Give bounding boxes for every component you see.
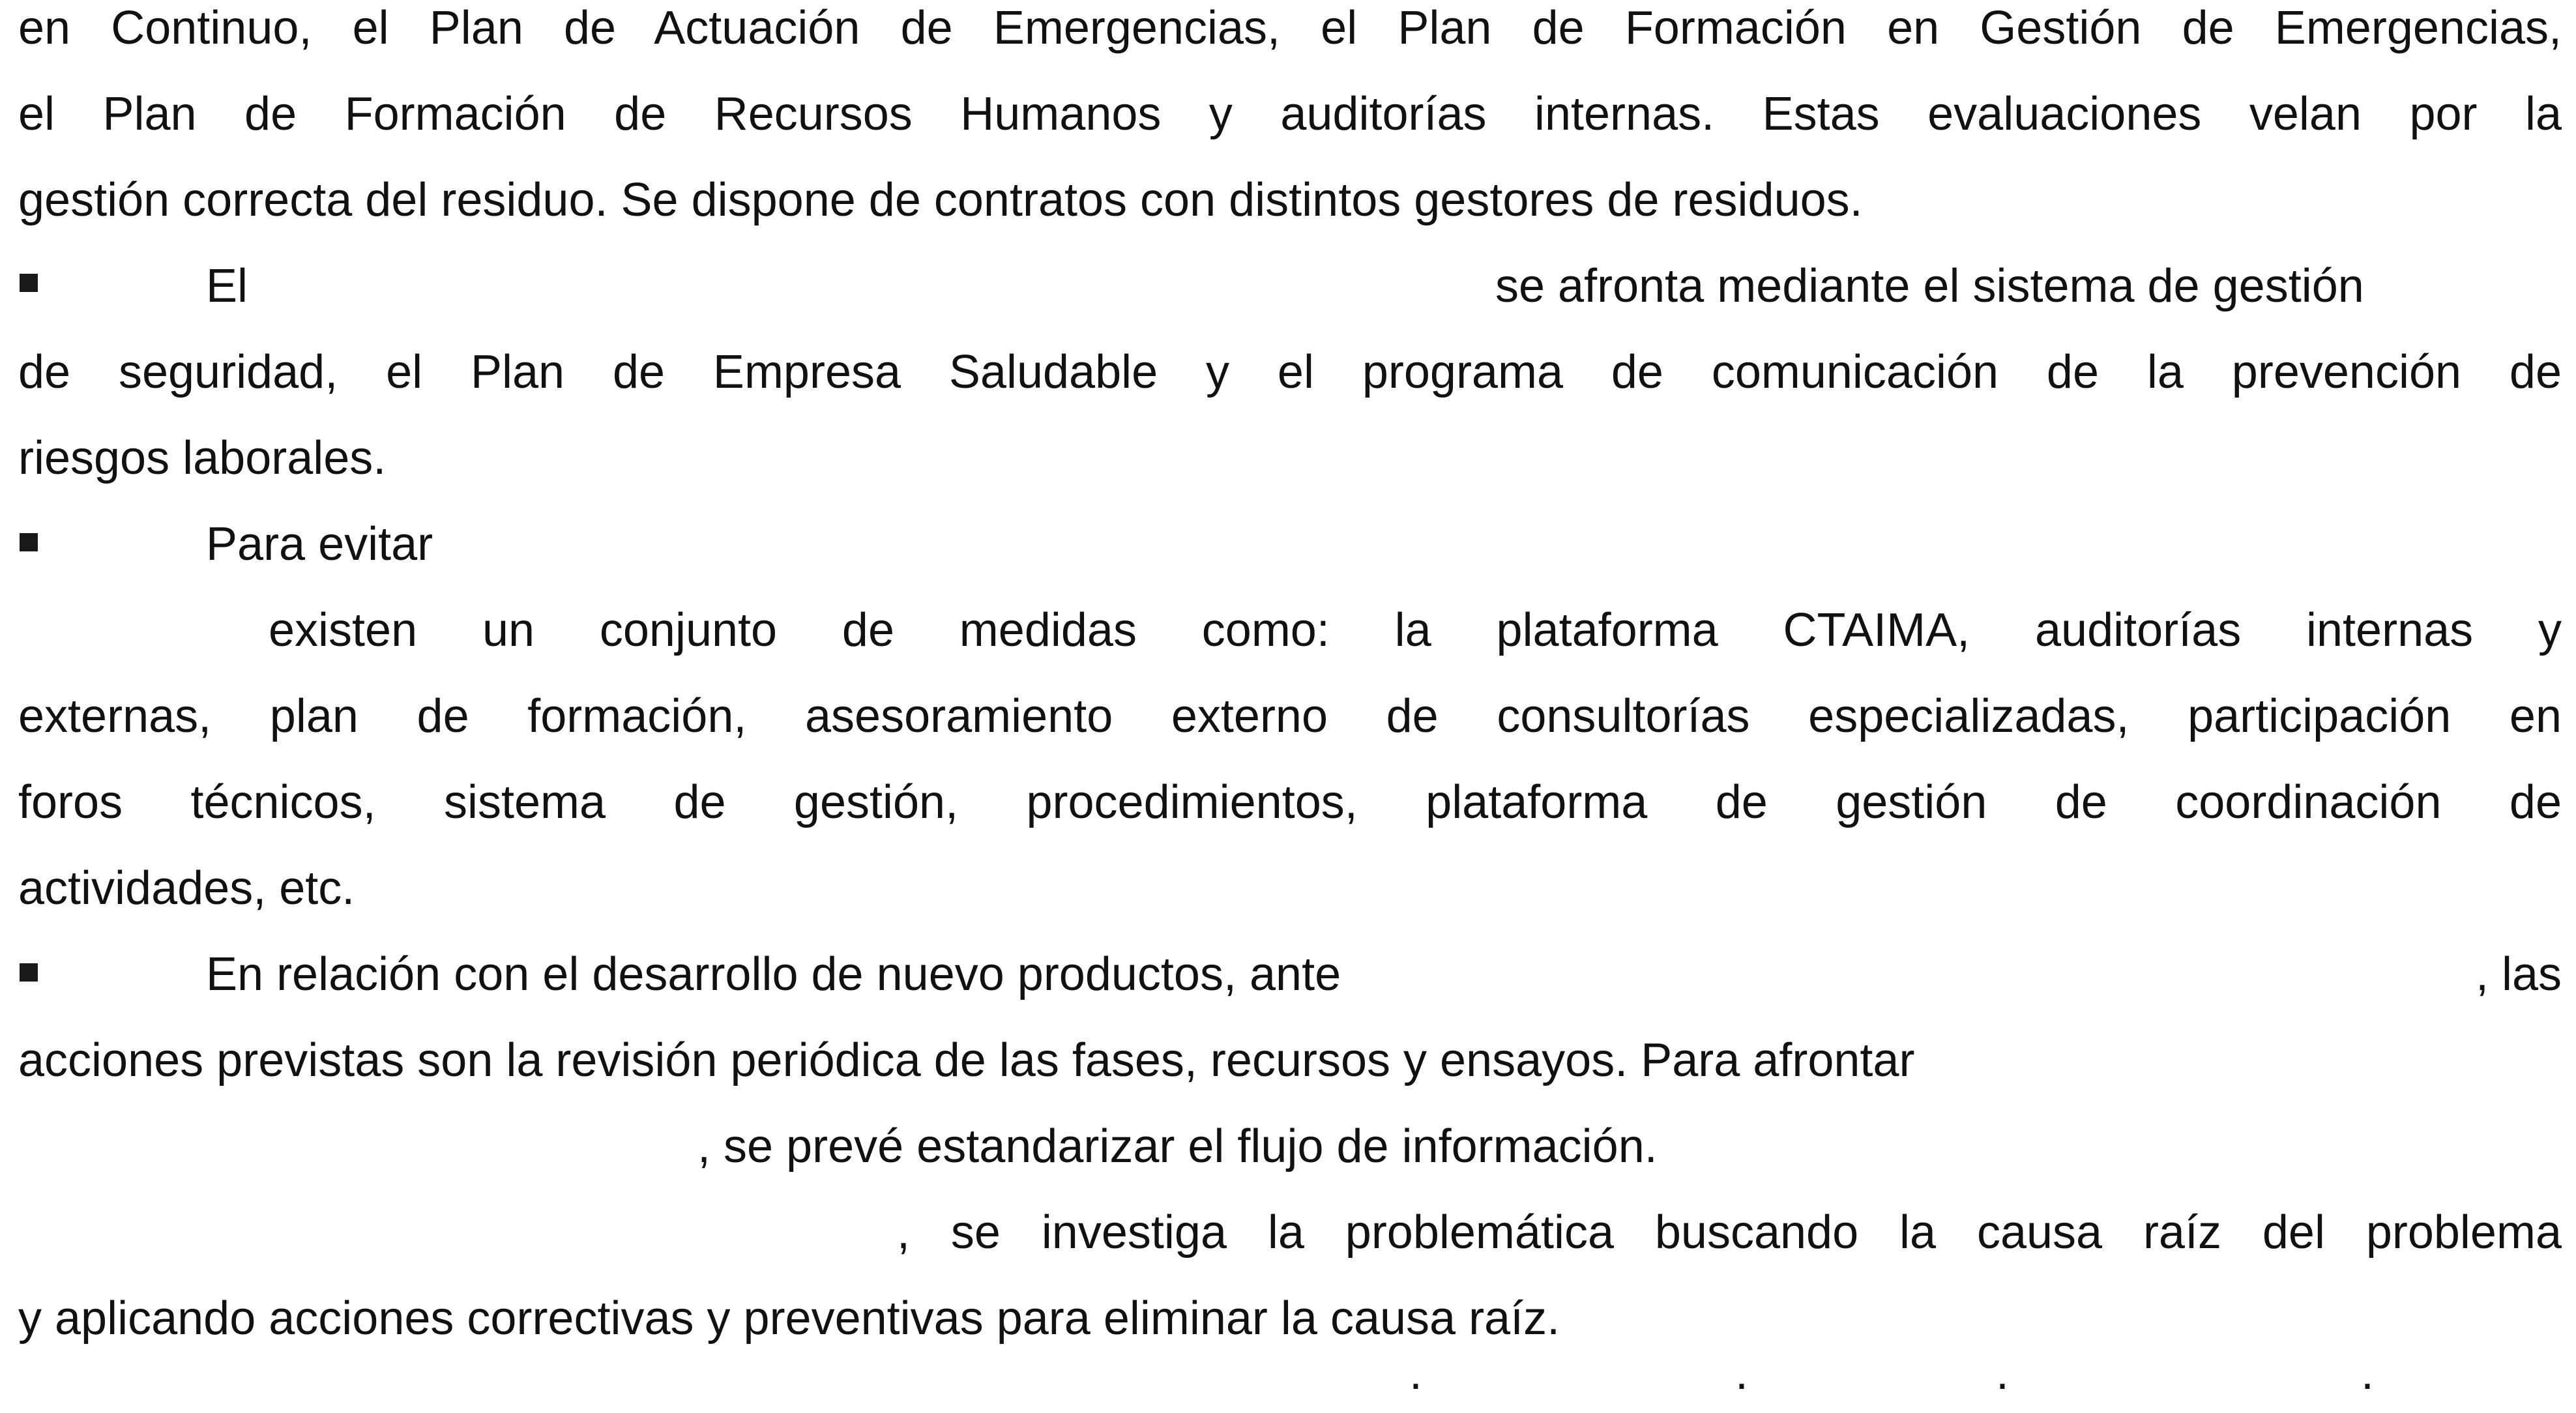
text-line-3: gestión correcta del residuo. Se dispone de contratos con distintos gestores de residuos. <box>18 174 1863 226</box>
cut-off-line-fragment <box>0 1349 2576 1410</box>
text-line-15: , se investiga la problemática buscando la causa raíz del problema <box>897 1206 2562 1259</box>
text-line-5: de seguridad, el Plan de Empresa Saludable y el programa de comunicación de la prevención de <box>18 346 2562 398</box>
text-line-1: en Continuo, el Plan de Actuación de Emergencias, el Plan de Formación en Gestión de Emergencias, <box>18 2 2562 54</box>
text-line-9: externas, plan de formación, asesoramiento externo de consultorías especializadas, participación en <box>18 690 2562 742</box>
cut-off-ink-3: · <box>1995 1358 2010 1410</box>
text-line-4-start: El <box>206 260 248 312</box>
text-line-12-end: , las <box>2475 948 2562 1000</box>
text-line-8: existen un conjunto de medidas como: la plataforma CTAIMA, auditorías internas y <box>269 604 2562 656</box>
text-line-10: foros técnicos, sistema de gestión, procedimientos, plataforma de gestión de coordinación de <box>18 776 2562 828</box>
text-line-12-start: En relación con el desarrollo de nuevo productos, ante <box>206 948 1341 1000</box>
text-line-14: , se prevé estandarizar el flujo de información. <box>697 1120 1658 1173</box>
text-line-6: riesgos laborales. <box>18 432 387 484</box>
text-line-11: actividades, etc. <box>18 862 355 914</box>
text-line-2: el Plan de Formación de Recursos Humanos y auditorías internas. Estas evaluaciones velan por la <box>18 88 2562 140</box>
text-line-4-wrapper <box>18 257 2562 315</box>
text-line-12-wrapper <box>18 945 2562 1004</box>
text-line-16: y aplicando acciones correctivas y preventivas para eliminar la causa raíz. <box>18 1292 1560 1345</box>
cut-off-ink-4: · <box>2360 1358 2375 1410</box>
text-line-4-end: se afronta mediante el sistema de gestión <box>1495 260 2364 312</box>
cut-off-ink-2: · <box>1734 1358 1749 1410</box>
bullet-2 <box>20 533 38 551</box>
text-line-13: acciones previstas son la revisión periódica de las fases, recursos y ensayos. Para afrontar <box>18 1034 1915 1086</box>
cut-off-ink-1: · <box>1408 1358 1424 1410</box>
text-line-7: Para evitar <box>206 518 433 570</box>
